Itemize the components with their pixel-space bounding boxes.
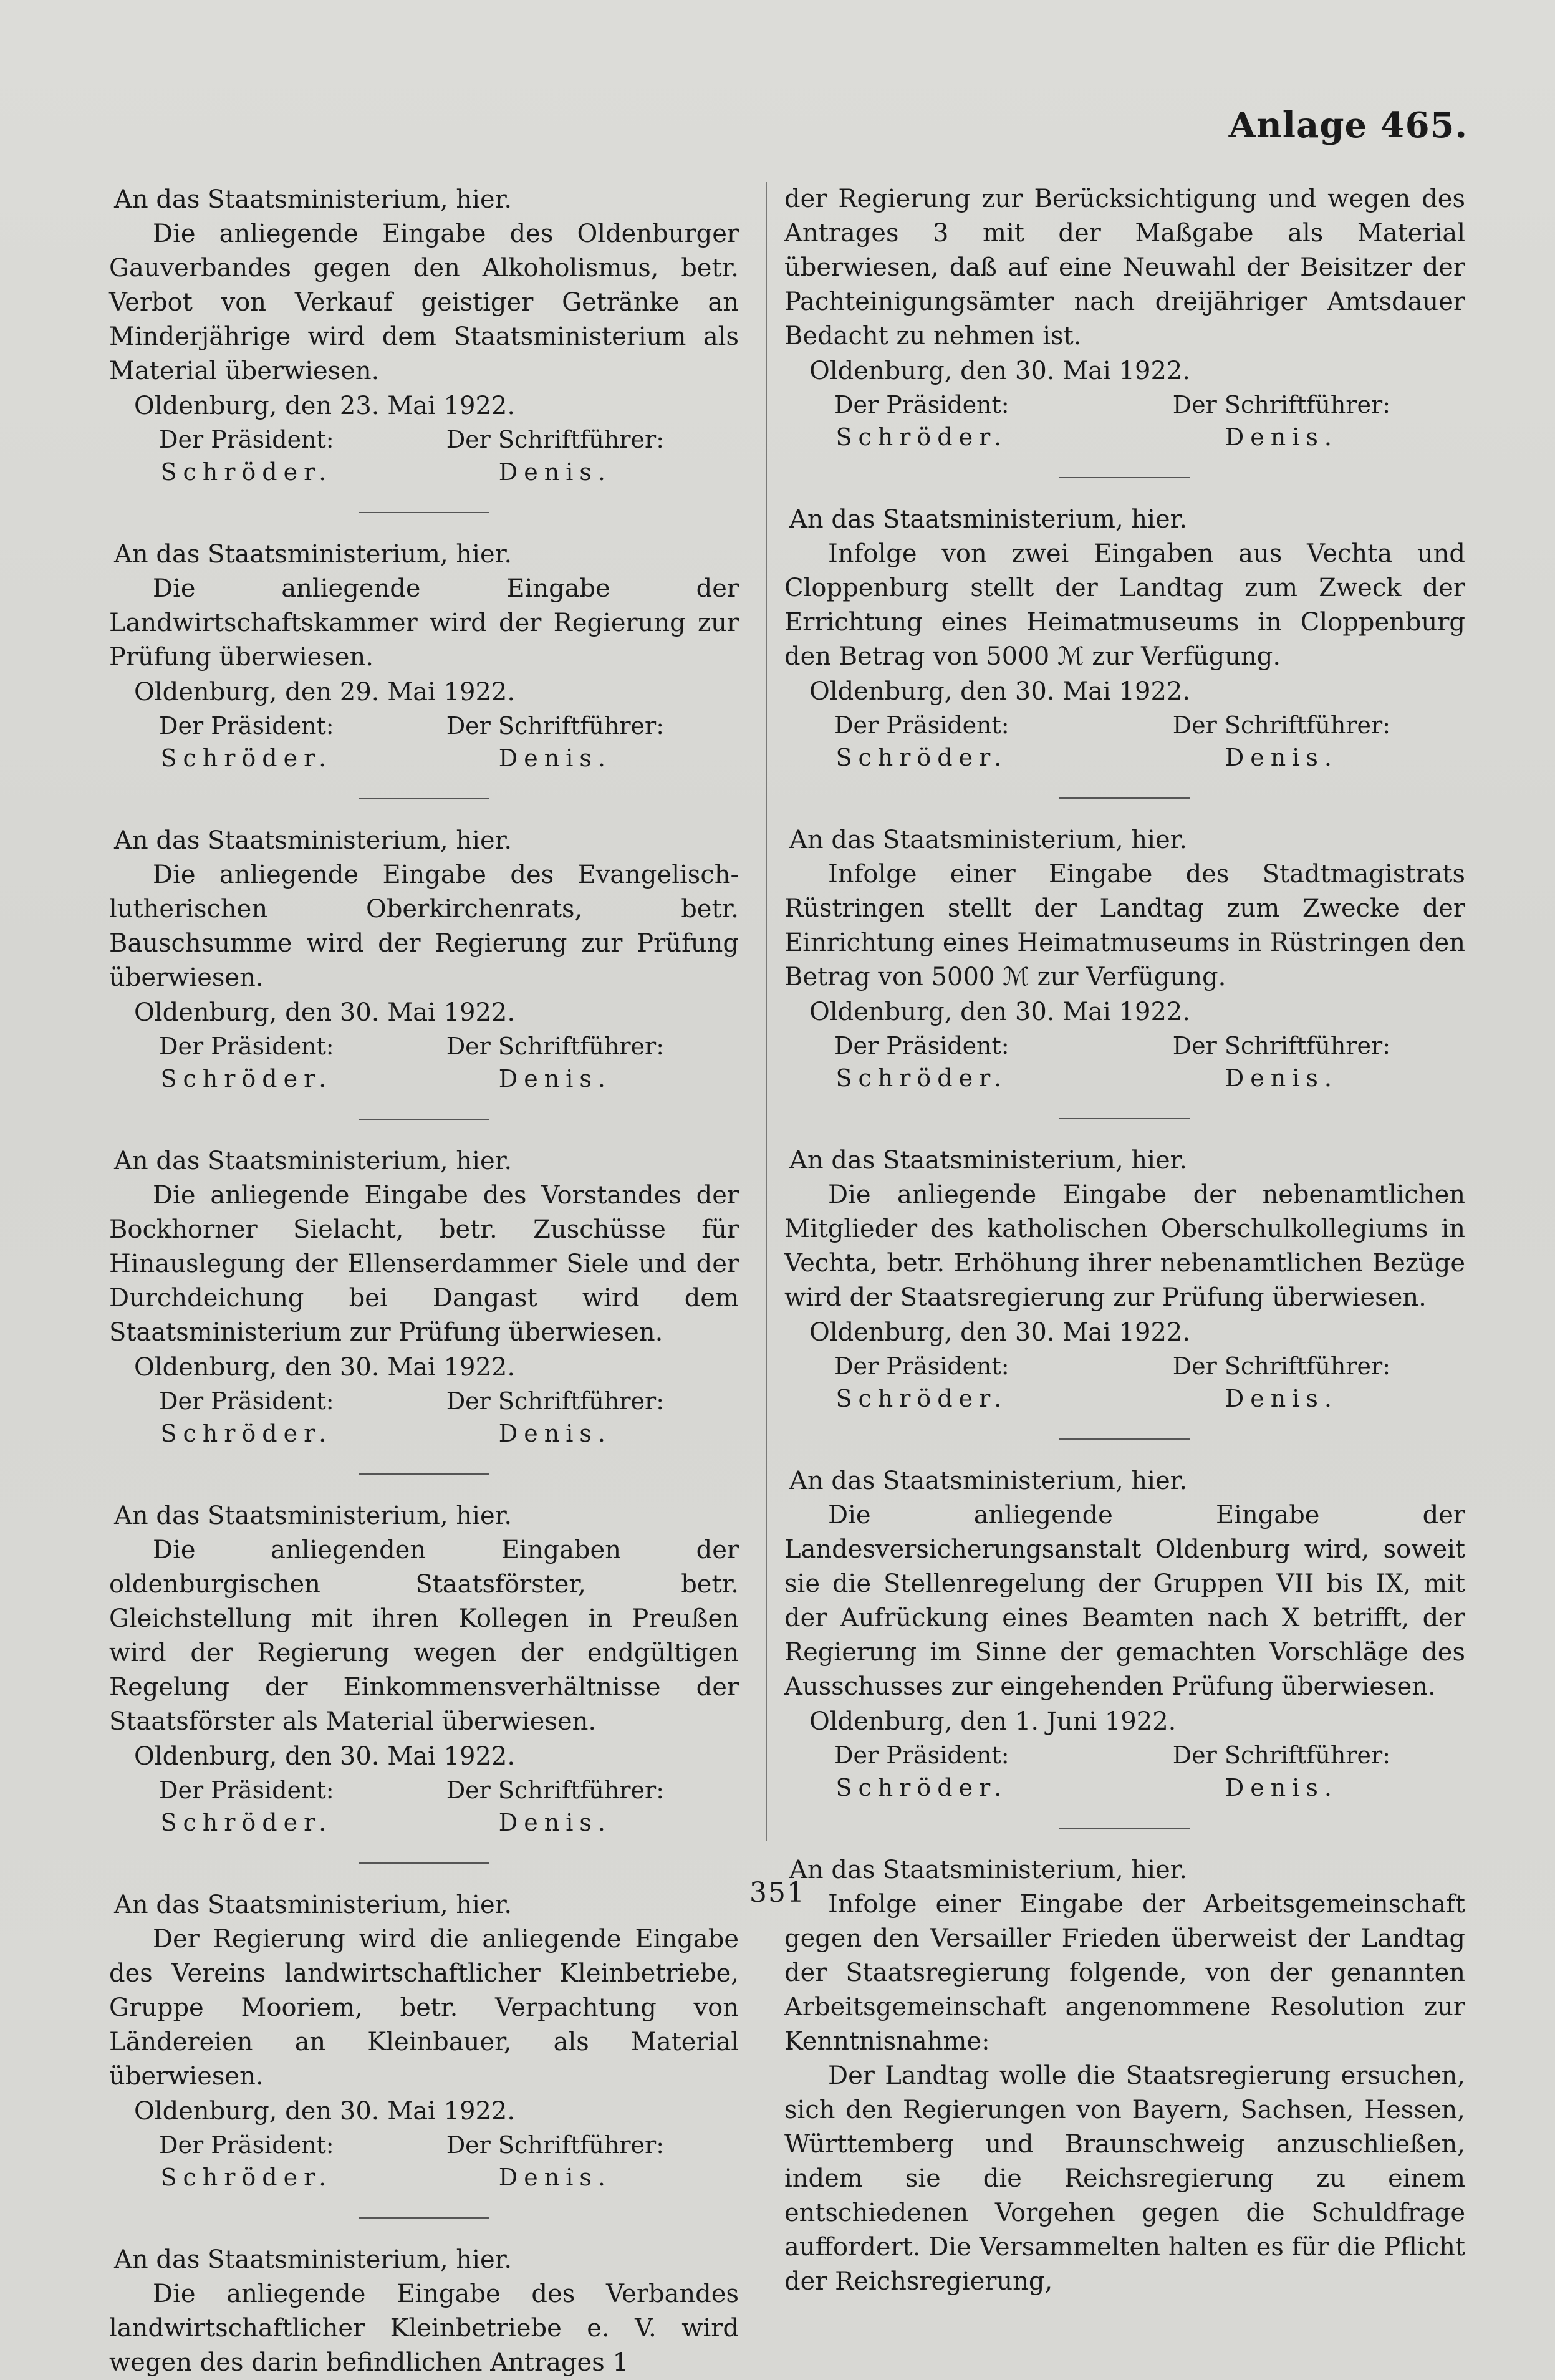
signature-block (784, 388, 1465, 453)
signature-block (109, 1030, 739, 1095)
entry-address: An das Staatsministerium, hier. (114, 1147, 513, 1175)
secretary-signature (446, 1774, 664, 1839)
secretary-name: Denis. (498, 2164, 612, 2191)
secretary-label: Der Schriftführer: (446, 1387, 664, 1415)
secretary-signature (446, 710, 664, 774)
secretary-name: Denis. (498, 458, 612, 486)
resolution-entry (109, 823, 739, 1120)
entry-address: An das Staatsministerium, hier. (789, 1467, 1188, 1495)
entry-date: Oldenburg, den 30. Mai 1922. (809, 677, 1191, 706)
president-name: Schröder. (835, 1064, 1008, 1092)
president-signature (834, 1350, 1009, 1415)
entry-date: Oldenburg, den 29. Mai 1922. (134, 678, 516, 706)
entry-address: An das Staatsministerium, hier. (114, 185, 513, 214)
secretary-name: Denis. (1225, 1064, 1338, 1092)
entry-date: Oldenburg, den 1. Juni 1922. (809, 1707, 1177, 1736)
president-name: Schröder. (160, 2164, 333, 2191)
entry-date: Oldenburg, den 30. Mai 1922. (134, 998, 516, 1027)
entry-address: An das Staatsministerium, hier. (114, 1501, 513, 1530)
secretary-signature (446, 1030, 664, 1095)
separator-rule (359, 798, 489, 799)
president-label: Der Präsident: (159, 1776, 334, 1804)
president-name: Schröder. (160, 1809, 333, 1836)
resolution-entry (109, 2242, 739, 2380)
signature-block (784, 709, 1465, 774)
resolution-entry (109, 1144, 739, 1475)
secretary-signature (1173, 1350, 1390, 1415)
secretary-name: Denis. (1225, 1385, 1338, 1412)
president-name: Schröder. (835, 744, 1008, 771)
secretary-name: Denis. (498, 1065, 612, 1092)
signature-block (109, 2129, 739, 2194)
president-label: Der Präsident: (834, 391, 1009, 418)
president-signature (834, 1029, 1009, 1094)
entry-date: Oldenburg, den 30. Mai 1922. (134, 1742, 516, 1771)
entry-body: Die anliegenden Eingaben der oldenburgischen Staatsförster, betr. Gleichstellung mit ihren Kollegen in Preußen wird der Regierung wegen der endgültigen Regelung der Einkommensverhältnisse der Staatsförster als Material überwiesen. (109, 1536, 739, 1736)
secretary-signature (446, 423, 664, 488)
secretary-label: Der Schriftführer: (1172, 391, 1390, 418)
entry-address: An das Staatsministerium, hier. (789, 826, 1188, 854)
secretary-label: Der Schriftführer: (1172, 1032, 1390, 1059)
entry-body: Die anliegende Eingabe des Verbandes landwirtschaftlicher Kleinbetriebe e. V. wird wegen des darin befindlichen Antrages 1 (109, 2280, 739, 2377)
president-label: Der Präsident: (159, 2131, 334, 2159)
entry-body: Die anliegende Eingabe des Evangelisch-lutherischen Oberkirchenrats, betr. Bauschsumme wird der Regierung zur Prüfung überwiesen. (109, 860, 739, 992)
separator-rule (359, 2217, 489, 2219)
president-name: Schröder. (160, 1065, 333, 1092)
entry-date: Oldenburg, den 30. Mai 1922. (809, 1318, 1191, 1347)
resolution-entry (109, 182, 739, 513)
signature-block (109, 710, 739, 774)
secretary-name: Denis. (498, 1420, 612, 1447)
entry-address: An das Staatsministerium, hier. (114, 826, 513, 855)
secretary-signature (1173, 388, 1390, 453)
president-signature (159, 423, 334, 488)
secretary-label: Der Schriftführer: (1172, 711, 1390, 739)
resolution-entry (784, 822, 1465, 1119)
entry-address: An das Staatsministerium, hier. (789, 1856, 1188, 1884)
secretary-name: Denis. (1225, 1774, 1338, 1801)
entry-body-resolution: Der Landtag wolle die Staatsregierung ersuchen, sich den Regierungen von Bayern, Sachsen, Hessen, Württemberg und Braunschweig anzuschließen, indem sie die Reichsregierung zu einem entschiedenen Vorgehen gegen die Schuldfrage auffordert. Die Versammelten halten es für die Pflicht der Reichsregierung, (784, 2061, 1465, 2296)
entry-body: Die anliegende Eingabe des Oldenburger Gauverbandes gegen den Alkoholismus, betr. Verbot von Verkauf geistiger Getränke an Minderjährige wird dem Staatsministerium als Material überwiesen. (109, 219, 739, 385)
separator-rule (1059, 1118, 1190, 1119)
president-signature (159, 2129, 334, 2194)
signature-block (109, 1774, 739, 1839)
entry-body: Infolge einer Eingabe der Arbeitsgemeinschaft gegen den Versailler Frieden überweist der Landtag der Staatsregierung folgende, von der genannten Arbeitsgemeinschaft angenommene Resolution zur Kenntnisnahme: (784, 1890, 1465, 2056)
entry-body: Die anliegende Eingabe der Landwirtschaftskammer wird der Regierung zur Prüfung überwiesen. (109, 574, 739, 672)
entry-address: An das Staatsministerium, hier. (114, 2245, 513, 2274)
column-divider (766, 182, 767, 1841)
separator-rule (1059, 1828, 1190, 1829)
entry-date: Oldenburg, den 30. Mai 1922. (134, 2097, 516, 2126)
secretary-label: Der Schriftführer: (1172, 1352, 1390, 1380)
president-signature (159, 1774, 334, 1839)
secretary-name: Denis. (498, 1809, 612, 1836)
entry-body-continued: der Regierung zur Berücksichtigung und wegen des Antrages 3 mit der Maßgabe als Material überwiesen, daß auf eine Neuwahl der Beisitzer der Pachteinigungsämter nach dreijähriger Amtsdauer Bedacht zu nehmen ist. (784, 185, 1465, 350)
president-signature (159, 710, 334, 774)
president-name: Schröder. (835, 1774, 1008, 1801)
secretary-label: Der Schriftführer: (446, 426, 664, 453)
resolution-entry (784, 1852, 1465, 2299)
president-name: Schröder. (160, 744, 333, 772)
resolution-entry (109, 537, 739, 799)
entry-address: An das Staatsministerium, hier. (789, 1146, 1188, 1175)
entry-body: Die anliegende Eingabe der nebenamtlichen Mitglieder des katholischen Oberschulkollegiums in Vechta, betr. Erhöhung ihrer nebenamtlichen Bezüge wird der Staatsregierung zur Prüfung überwiesen. (784, 1180, 1465, 1312)
resolution-entry (784, 182, 1465, 478)
president-label: Der Präsident: (159, 426, 334, 453)
separator-rule (359, 1473, 489, 1475)
president-label: Der Präsident: (834, 1032, 1009, 1059)
president-name: Schröder. (160, 1420, 333, 1447)
secretary-signature (1173, 1739, 1390, 1804)
signature-block (784, 1029, 1465, 1094)
separator-rule (359, 1862, 489, 1864)
right-column (784, 182, 1465, 2299)
president-signature (159, 1030, 334, 1095)
separator-rule (359, 512, 489, 513)
separator-rule (359, 1119, 489, 1120)
entry-date: Oldenburg, den 30. Mai 1922. (809, 998, 1191, 1026)
president-name: Schröder. (160, 458, 333, 486)
president-label: Der Präsident: (159, 1387, 334, 1415)
resolution-entry (109, 1887, 739, 2219)
president-label: Der Präsident: (834, 711, 1009, 739)
separator-rule (1059, 1438, 1190, 1440)
president-label: Der Präsident: (159, 712, 334, 740)
left-column (109, 182, 739, 2380)
entry-body: Der Regierung wird die anliegende Eingabe des Vereins landwirtschaftlicher Kleinbetriebe, Gruppe Mooriem, betr. Verpachtung von Ländereien an Kleinbauer, als Material überwiesen. (109, 1925, 739, 2091)
page-header-anlage: Anlage 465. (1228, 105, 1468, 146)
entry-date: Oldenburg, den 30. Mai 1922. (134, 1353, 516, 1382)
president-signature (159, 1385, 334, 1450)
resolution-entry (784, 1463, 1465, 1829)
president-label: Der Präsident: (834, 1742, 1009, 1769)
president-signature (834, 1739, 1009, 1804)
signature-block (109, 1385, 739, 1450)
secretary-label: Der Schriftführer: (446, 1776, 664, 1804)
president-name: Schröder. (835, 1385, 1008, 1412)
president-signature (834, 709, 1009, 774)
entry-body: Infolge von zwei Eingaben aus Vechta und Cloppenburg stellt der Landtag zum Zweck der Errichtung eines Heimatmuseums in Cloppenburg den Betrag von 5000 ℳ zur Verfügung. (784, 539, 1465, 671)
entry-body: Die anliegende Eingabe des Vorstandes der Bockhorner Sielacht, betr. Zuschüsse für Hinauslegung der Ellenserdammer Siele und der Durchdeichung bei Dangast wird dem Staatsministerium zur Prüfung überwiesen. (109, 1181, 739, 1347)
entry-address: An das Staatsministerium, hier. (789, 505, 1188, 534)
resolution-entry (109, 1498, 739, 1864)
signature-block (784, 1739, 1465, 1804)
secretary-label: Der Schriftführer: (446, 1033, 664, 1060)
separator-rule (1059, 797, 1190, 799)
entry-body: Die anliegende Eingabe der Landesversicherungsanstalt Oldenburg wird, soweit sie die Stellenregelung der Gruppen VII bis IX, mit der Aufrückung eines Beamten nach X betrifft, der Regierung im Sinne der gemachten Vorschläge des Ausschusses zur eingehenden Prüfung überwiesen. (784, 1501, 1465, 1701)
entry-body: Infolge einer Eingabe des Stadtmagistrats Rüstringen stellt der Landtag zum Zwecke der Einrichtung eines Heimatmuseums in Rüstringen den Betrag von 5000 ℳ zur Verfügung. (784, 860, 1465, 991)
secretary-name: Denis. (1225, 423, 1338, 451)
president-label: Der Präsident: (159, 1033, 334, 1060)
secretary-signature (446, 2129, 664, 2194)
secretary-signature (1173, 709, 1390, 774)
signature-block (109, 423, 739, 488)
president-name: Schröder. (835, 423, 1008, 451)
secretary-label: Der Schriftführer: (1172, 1742, 1390, 1769)
secretary-name: Denis. (498, 744, 612, 772)
resolution-entry (784, 1143, 1465, 1440)
secretary-signature (446, 1385, 664, 1450)
entry-address: An das Staatsministerium, hier. (114, 1891, 513, 1919)
entry-address: An das Staatsministerium, hier. (114, 540, 513, 569)
separator-rule (1059, 477, 1190, 478)
entry-date: Oldenburg, den 30. Mai 1922. (809, 357, 1191, 385)
president-label: Der Präsident: (834, 1352, 1009, 1380)
signature-block (784, 1350, 1465, 1415)
secretary-name: Denis. (1225, 744, 1338, 771)
secretary-label: Der Schriftführer: (446, 712, 664, 740)
secretary-signature (1173, 1029, 1390, 1094)
president-signature (834, 388, 1009, 453)
resolution-entry (784, 502, 1465, 799)
entry-date: Oldenburg, den 23. Mai 1922. (134, 392, 516, 420)
secretary-label: Der Schriftführer: (446, 2131, 664, 2159)
page-number: 351 (749, 1877, 806, 1909)
